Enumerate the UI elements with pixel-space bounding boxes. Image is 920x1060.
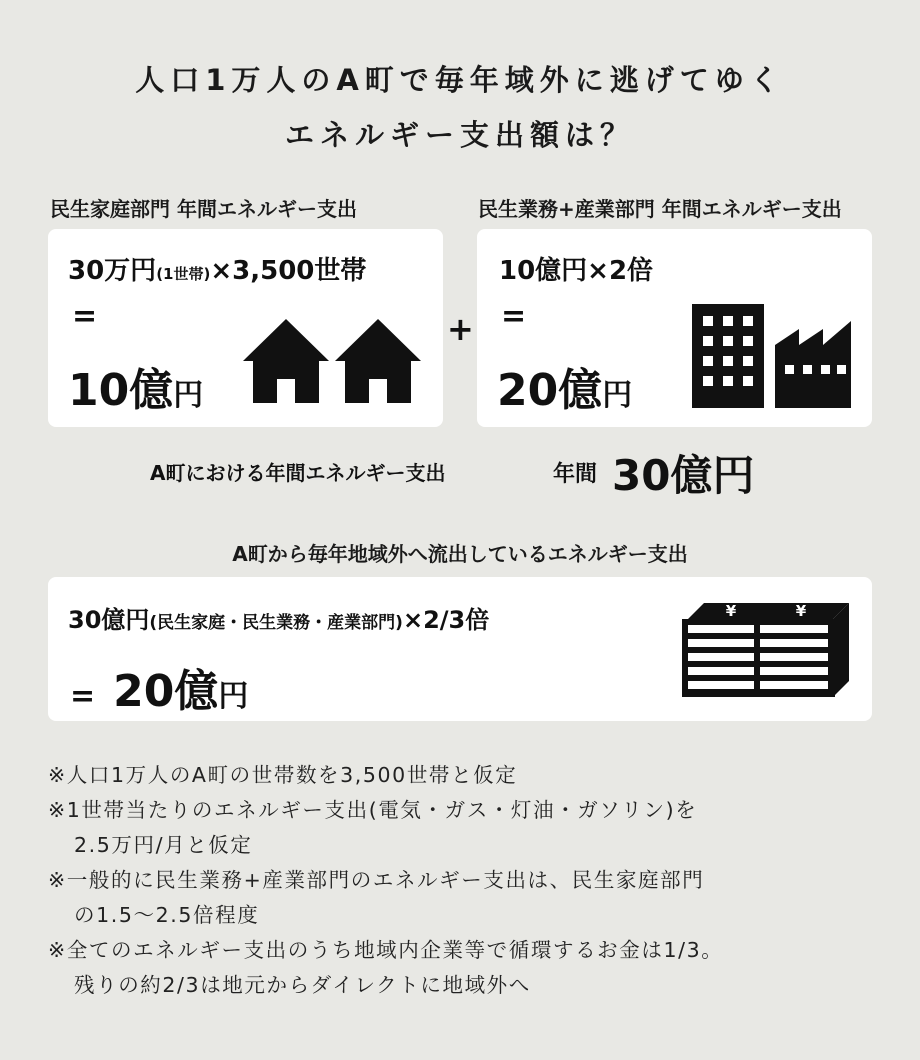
household-result-number: 10億 <box>68 365 174 416</box>
household-equals: = <box>72 299 98 334</box>
note-2-continued: 2.5万円/月と仮定 <box>74 833 253 857</box>
household-card <box>48 229 443 427</box>
note-4-continued: 残りの約2/3は地元からダイレクトに地域外へ <box>74 973 531 997</box>
business-result <box>497 354 632 418</box>
business-card <box>477 229 872 427</box>
notes-list <box>48 758 898 1003</box>
outflow-formula-note: (民生家庭・民生業務・産業部門) <box>149 613 403 633</box>
yen-symbol-left: ¥ <box>725 602 737 620</box>
factory-icon <box>775 321 851 408</box>
business-formula: 10億円×2倍 <box>499 256 654 286</box>
outflow-card <box>48 577 872 721</box>
household-formula-main: 30万円 <box>68 256 157 286</box>
note-3-continued: の1.5〜2.5倍程度 <box>74 903 260 927</box>
note-1: ※人口1万人のA町の世帯数を3,500世帯と仮定 <box>48 763 518 787</box>
outflow-result-unit: 円 <box>218 679 249 714</box>
business-section-label: 民生業務+産業部門 年間エネルギー支出 <box>478 197 842 221</box>
household-formula-tail: ×3,500世帯 <box>210 256 367 286</box>
outflow-section-label: A町から毎年地域外へ流出しているエネルギー支出 <box>232 542 688 566</box>
outflow-formula <box>68 600 489 635</box>
yen-symbol-right: ¥ <box>795 602 807 620</box>
summary-row <box>0 443 920 503</box>
household-section-label: 民生家庭部門 年間エネルギー支出 <box>50 197 357 221</box>
note-4: ※全てのエネルギー支出のうち地域内企業等で循環するお金は1/3。 <box>48 938 724 962</box>
business-equals: = <box>501 299 527 334</box>
summary-prefix: 年間 <box>553 462 598 487</box>
house-icon-right <box>335 319 421 403</box>
business-result-number: 20億 <box>497 365 603 416</box>
note-3: ※一般的に民生業務+産業部門のエネルギー支出は、民生家庭部門 <box>48 868 705 892</box>
household-result <box>68 354 203 418</box>
summary-value: 30億円 <box>612 451 755 500</box>
house-icon <box>243 319 423 407</box>
note-2: ※1世帯当たりのエネルギー支出(電気・ガス・灯油・ガソリン)を <box>48 798 698 822</box>
building-icon <box>692 304 764 408</box>
household-result-unit: 円 <box>173 378 204 413</box>
household-formula-note: (1世帯) <box>156 265 211 283</box>
outflow-formula-main: 30億円 <box>68 606 150 634</box>
title-line-2: エネルギー支出額は？ <box>284 118 635 152</box>
title-line-1: 人口1万人のA町で毎年域外に逃げてゆく <box>135 63 785 97</box>
summary-label: A町における年間エネルギー支出 <box>150 461 446 485</box>
house-icon-left <box>243 319 329 403</box>
outflow-result <box>70 655 248 719</box>
money-stack-icon <box>678 599 853 699</box>
outflow-formula-tail: ×2/3倍 <box>402 606 490 634</box>
outflow-result-number: 20億 <box>113 666 219 717</box>
business-result-unit: 円 <box>602 378 633 413</box>
household-formula <box>68 250 366 287</box>
outflow-equals: = <box>70 679 96 714</box>
plus-operator: + <box>447 310 474 348</box>
